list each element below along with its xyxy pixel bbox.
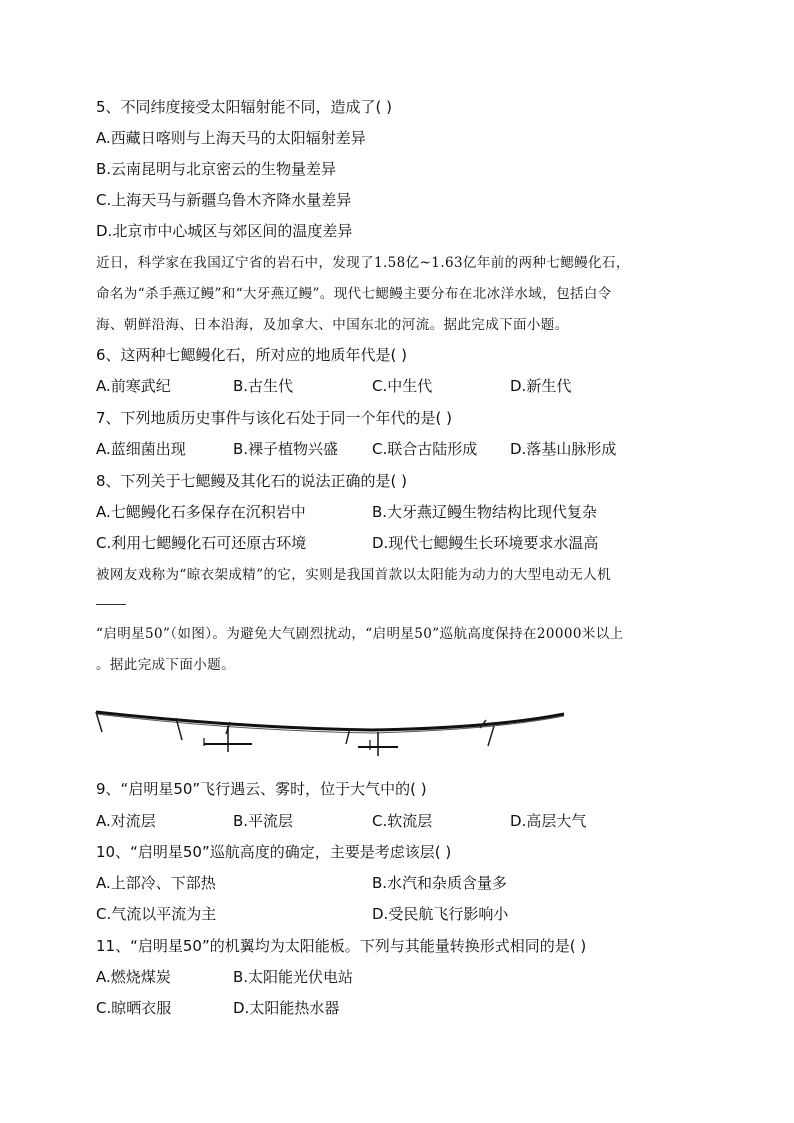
question-8-stem: 8、下列关于七鳃鳗及其化石的说法正确的是( ) <box>96 472 408 490</box>
question-8-option-b: B.大牙燕辽鳗生物结构比现代复杂 <box>372 503 598 521</box>
passage-1-line-1: 近日，科学家在我国辽宁省的岩石中，发现了1.58亿~1.63亿年前的两种七鳃鳗化石， <box>96 255 630 271</box>
question-7-option-c: C.联合古陆形成 <box>372 440 478 458</box>
question-6-option-c: C.中生代 <box>372 377 433 395</box>
passage-2-line-3: 。据此完成下面小题。 <box>96 657 235 673</box>
question-5-option-d: D.北京市中心城区与郊区间的温度差异 <box>96 222 353 240</box>
passage-1-line-3: 海、朝鲜沿海、日本沿海，及加拿大、中国东北的河流。据此完成下面小题。 <box>96 317 569 333</box>
question-6-option-b: B.古生代 <box>233 377 294 395</box>
question-7-stem: 7、下列地质历史事件与该化石处于同一个年代的是( ) <box>96 409 453 427</box>
question-11-option-d: D.太阳能热水器 <box>233 999 340 1017</box>
question-5-stem: 5、不同纬度接受太阳辐射能不同，造成了( ) <box>96 98 393 116</box>
passage-1-line-2: 命名为“杀手燕辽鳗”和“大牙燕辽鳗”。现代七鳃鳗主要分布在北冰洋水域，包括白令 <box>96 286 612 302</box>
question-5-option-b: B.云南昆明与北京密云的生物量差异 <box>96 160 337 178</box>
question-10-option-c: C.气流以平流为主 <box>96 905 217 923</box>
question-6-stem: 6、这两种七鳃鳗化石，所对应的地质年代是( ) <box>96 346 408 364</box>
question-6-option-d: D.新生代 <box>510 377 572 395</box>
question-10-stem: 10、“启明星50”巡航高度的确定，主要是考虑该层( ) <box>96 843 452 861</box>
passage-2-line-2: “启明星50”（如图）。为避免大气剧烈扰动，“启明星50”巡航高度保持在20000米以上 <box>96 626 624 642</box>
question-11-option-a: A.燃烧煤炭 <box>96 968 171 986</box>
question-5-option-a: A.西藏日喀则与上海天马的太阳辐射差异 <box>96 129 366 147</box>
question-11-stem: 11、“启明星50”的机翼均为太阳能板。下列与其能量转换形式相同的是( ) <box>96 937 587 955</box>
question-8-option-c: C.利用七鳃鳗化石可还原古环境 <box>96 534 307 552</box>
question-10-option-d: D.受民航飞行影响小 <box>372 905 509 923</box>
question-9-option-c: C.软流层 <box>372 812 433 830</box>
question-9-option-a: A.对流层 <box>96 812 156 830</box>
question-7-option-d: D.落基山脉形成 <box>510 440 617 458</box>
question-9-stem: 9、“启明星50”飞行遇云、雾时，位于大气中的( ) <box>96 780 427 798</box>
question-11-option-c: C.晾晒衣服 <box>96 999 172 1017</box>
question-6-option-a: A.前寒武纪 <box>96 377 171 395</box>
question-7-option-b: B.裸子植物兴盛 <box>233 440 339 458</box>
question-9-option-b: B.平流层 <box>233 812 294 830</box>
passage-2-line-1: 被网友戏称为“晾衣架成精”的它，实则是我国首款以太阳能为动力的大型电动无人机 <box>96 567 612 583</box>
passage-2-dash <box>96 604 126 605</box>
drone-figure <box>92 700 572 760</box>
question-10-option-a: A.上部冷、下部热 <box>96 874 216 892</box>
question-11-option-b: B.太阳能光伏电站 <box>233 968 354 986</box>
question-7-option-a: A.蓝细菌出现 <box>96 440 186 458</box>
question-10-option-b: B.水汽和杂质含量多 <box>372 874 508 892</box>
question-8-option-a: A.七鳃鳗化石多保存在沉积岩中 <box>96 503 306 521</box>
question-5-option-c: C.上海天马与新疆乌鲁木齐降水量差异 <box>96 191 352 209</box>
question-9-option-d: D.高层大气 <box>510 812 587 830</box>
question-8-option-d: D.现代七鳃鳗生长环境要求水温高 <box>372 534 599 552</box>
